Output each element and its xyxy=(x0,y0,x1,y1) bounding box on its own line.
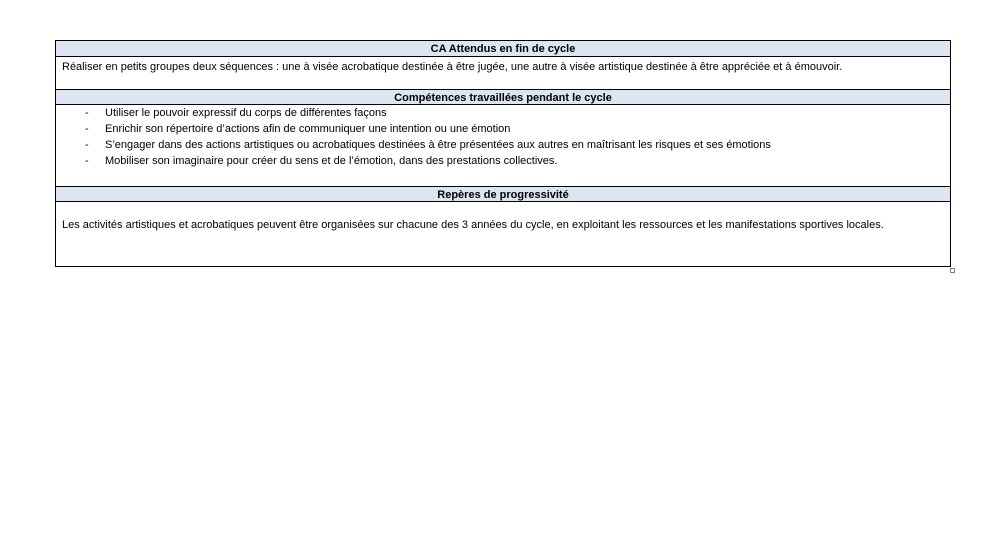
ca-content: Réaliser en petits groupes deux séquences : une à visée acrobatique destinée à être jugée, une autre à visée artistique destinée à être appréciée et à émouvoir. xyxy=(62,61,843,73)
list-item xyxy=(62,121,950,137)
document-table xyxy=(55,40,951,267)
competences-list xyxy=(62,105,950,169)
list-item xyxy=(62,105,950,121)
list-item-text: Utiliser le pouvoir expressif du corps de différentes façons xyxy=(105,107,387,119)
list-item xyxy=(62,137,950,153)
list-item-text: Mobiliser son imaginaire pour créer du sens et de l’émotion, dans des prestations collectives. xyxy=(105,155,558,167)
list-item xyxy=(62,153,950,169)
bullet: - xyxy=(85,139,89,151)
bullet: - xyxy=(85,107,89,119)
reperes-header: Repères de progressivité xyxy=(56,186,950,202)
reperes-content: Les activités artistiques et acrobatiques peuvent être organisées sur chacune des 3 années du cycle, en exploitant les ressources et les manifestations sportives locales. xyxy=(62,219,884,231)
competences-content xyxy=(56,105,950,186)
bullet: - xyxy=(85,155,89,167)
ca-header: CA Attendus en fin de cycle xyxy=(56,41,950,57)
competences-header: Compétences travaillées pendant le cycle xyxy=(56,89,950,105)
table-resize-handle[interactable] xyxy=(950,268,955,273)
bullet: - xyxy=(85,123,89,135)
list-item-text: S’engager dans des actions artistiques ou acrobatiques destinées à être présentées aux autres en maîtrisant les risques et ses émotions xyxy=(105,139,771,151)
list-item-text: Enrichir son répertoire d’actions afin de communiquer une intention ou une émotion xyxy=(105,123,511,135)
